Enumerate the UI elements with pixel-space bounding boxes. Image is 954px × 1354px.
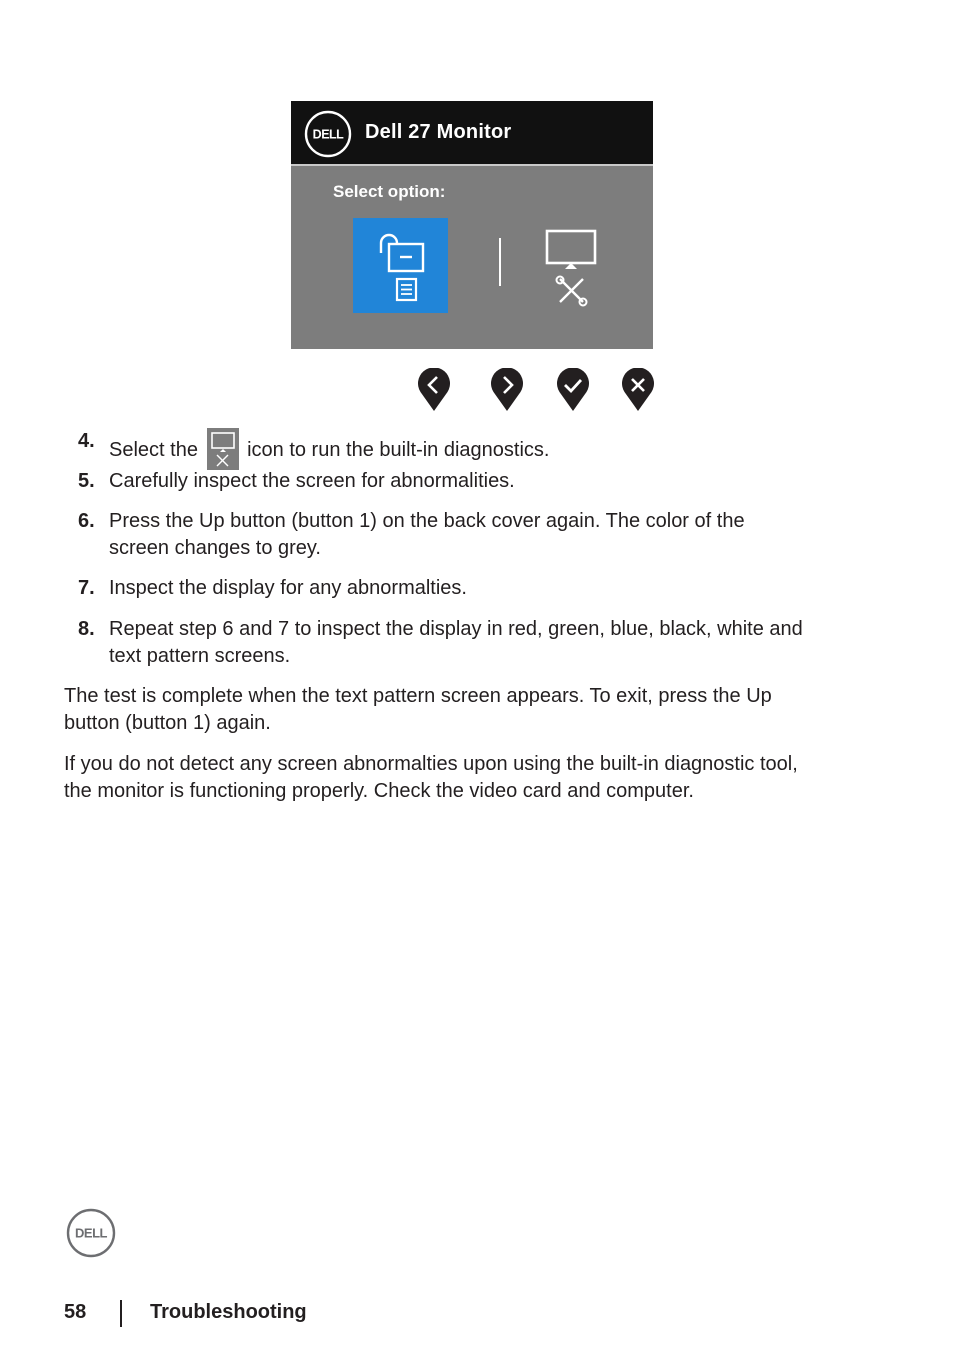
osd-title: Dell 27 Monitor	[365, 121, 512, 143]
step-number: 7.	[78, 577, 95, 599]
section-title: Troubleshooting	[150, 1301, 307, 1323]
osd-divider	[499, 238, 501, 286]
footer-divider	[120, 1300, 122, 1327]
step-text: Inspect the display for any abnormalties.	[109, 577, 467, 599]
dell-logo-icon	[66, 1208, 116, 1258]
step-number: 5.	[78, 470, 95, 492]
step-text: Select the icon to run the built-in diagnostics.	[109, 428, 869, 470]
osd-option-diagnostics[interactable]	[540, 223, 602, 309]
close-icon[interactable]	[621, 368, 655, 412]
check-icon[interactable]	[556, 368, 590, 412]
arrow-left-icon[interactable]	[417, 368, 451, 412]
osd-nav-buttons	[417, 368, 657, 412]
svg-text:DELL: DELL	[75, 1225, 107, 1241]
svg-text:DELL: DELL	[312, 127, 344, 142]
osd-header	[291, 101, 653, 166]
osd-option-unlock[interactable]	[353, 218, 448, 313]
unlock-menu-icon	[353, 218, 448, 313]
step-number: 8.	[78, 618, 95, 640]
paragraph: The test is complete when the text pattern screen appears. To exit, press the Up button (button 1) again.	[64, 685, 772, 734]
diagnostics-inline-icon	[207, 428, 239, 470]
osd-menu	[291, 101, 653, 349]
step-number: 6.	[78, 510, 95, 532]
osd-select-label: Select option:	[333, 182, 446, 201]
diagnostics-icon	[540, 223, 602, 309]
page-number: 58	[64, 1301, 87, 1323]
step-text: Repeat step 6 and 7 to inspect the display in red, green, blue, black, white and text pattern screens.	[109, 618, 803, 667]
step-number: 4.	[78, 430, 95, 452]
step-text: Carefully inspect the screen for abnormalities.	[109, 470, 515, 492]
osd-body	[291, 166, 653, 349]
paragraph: If you do not detect any screen abnormalties upon using the built-in diagnostic tool, the monitor is functioning properly. Check the video card and computer.	[64, 753, 798, 802]
dell-logo-icon	[304, 110, 352, 158]
step-text: Press the Up button (button 1) on the back cover again. The color of the screen changes to grey.	[109, 510, 745, 559]
arrow-right-icon[interactable]	[490, 368, 524, 412]
